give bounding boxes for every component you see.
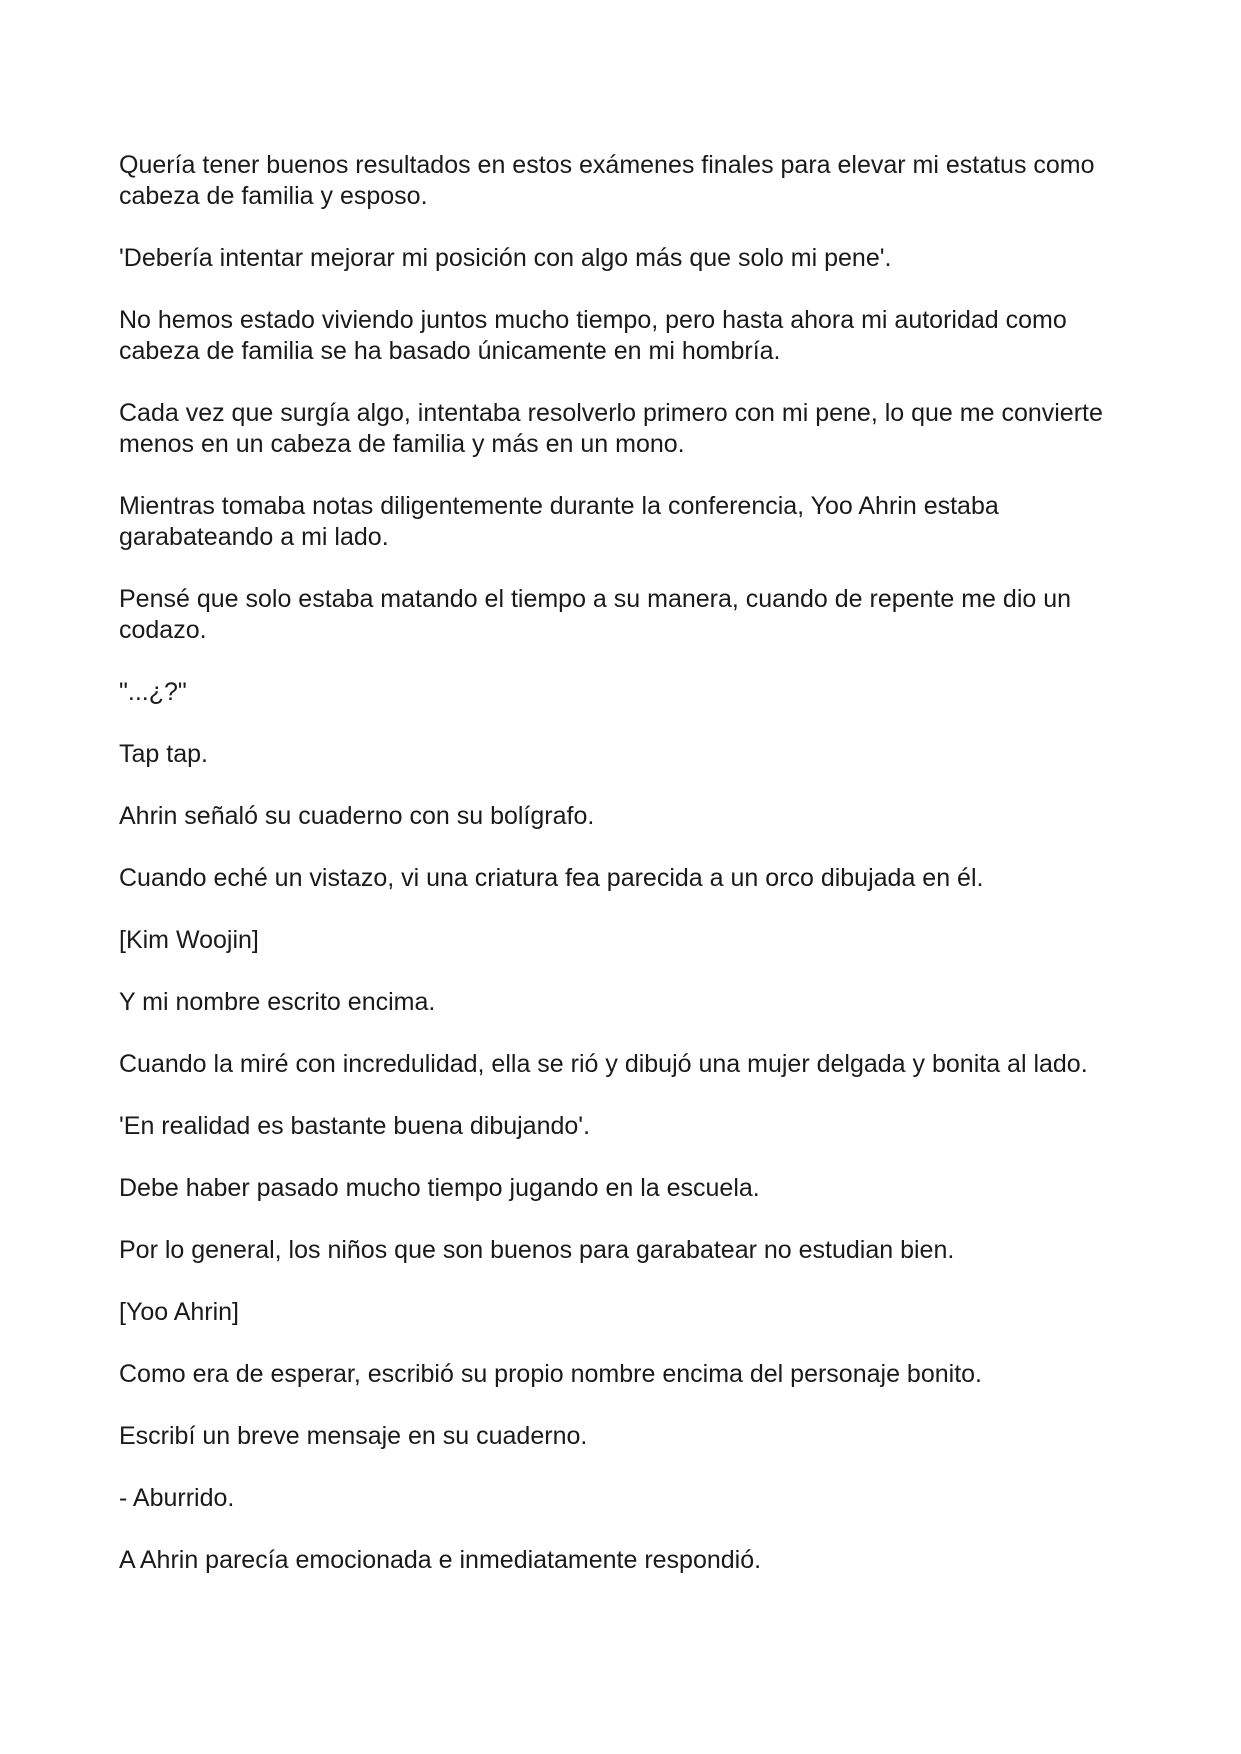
paragraph: Y mi nombre escrito encima. bbox=[119, 988, 436, 1016]
paragraph: 'Debería intentar mejorar mi posición con algo más que solo mi pene'. bbox=[119, 244, 892, 272]
paragraph: "...¿?" bbox=[119, 678, 187, 706]
paragraph: Cada vez que surgía algo, intentaba resolverlo primero con mi pene, lo que me convierte menos en un cabeza de familia y más en un mono. bbox=[119, 399, 1103, 458]
paragraph: Tap tap. bbox=[119, 740, 208, 768]
paragraph: [Kim Woojin] bbox=[119, 926, 259, 954]
paragraph: - Aburrido. bbox=[119, 1484, 235, 1512]
paragraph: Cuando la miré con incredulidad, ella se rió y dibujó una mujer delgada y bonita al lado. bbox=[119, 1050, 1088, 1078]
paragraph: 'En realidad es bastante buena dibujando'. bbox=[119, 1112, 591, 1140]
paragraph: Mientras tomaba notas diligentemente durante la conferencia, Yoo Ahrin estaba garabateando a mi lado. bbox=[119, 492, 999, 551]
paragraph: Escribí un breve mensaje en su cuaderno. bbox=[119, 1422, 588, 1450]
document-body bbox=[119, 150, 1129, 1607]
paragraph: No hemos estado viviendo juntos mucho tiempo, pero hasta ahora mi autoridad como cabeza de familia se ha basado únicamente en mi hombría. bbox=[119, 306, 1067, 365]
paragraph: Debe haber pasado mucho tiempo jugando en la escuela. bbox=[119, 1174, 760, 1202]
paragraph: Quería tener buenos resultados en estos exámenes finales para elevar mi estatus como cabeza de familia y esposo. bbox=[119, 151, 1095, 210]
paragraph: [Yoo Ahrin] bbox=[119, 1298, 240, 1326]
paragraph: Cuando eché un vistazo, vi una criatura fea parecida a un orco dibujada en él. bbox=[119, 864, 984, 892]
paragraph: Ahrin señaló su cuaderno con su bolígrafo. bbox=[119, 802, 595, 830]
paragraph: Pensé que solo estaba matando el tiempo a su manera, cuando de repente me dio un codazo. bbox=[119, 585, 1072, 644]
paragraph: Por lo general, los niños que son buenos para garabatear no estudian bien. bbox=[119, 1236, 955, 1264]
paragraph: Como era de esperar, escribió su propio nombre encima del personaje bonito. bbox=[119, 1360, 982, 1388]
paragraph: A Ahrin parecía emocionada e inmediatamente respondió. bbox=[119, 1546, 762, 1574]
